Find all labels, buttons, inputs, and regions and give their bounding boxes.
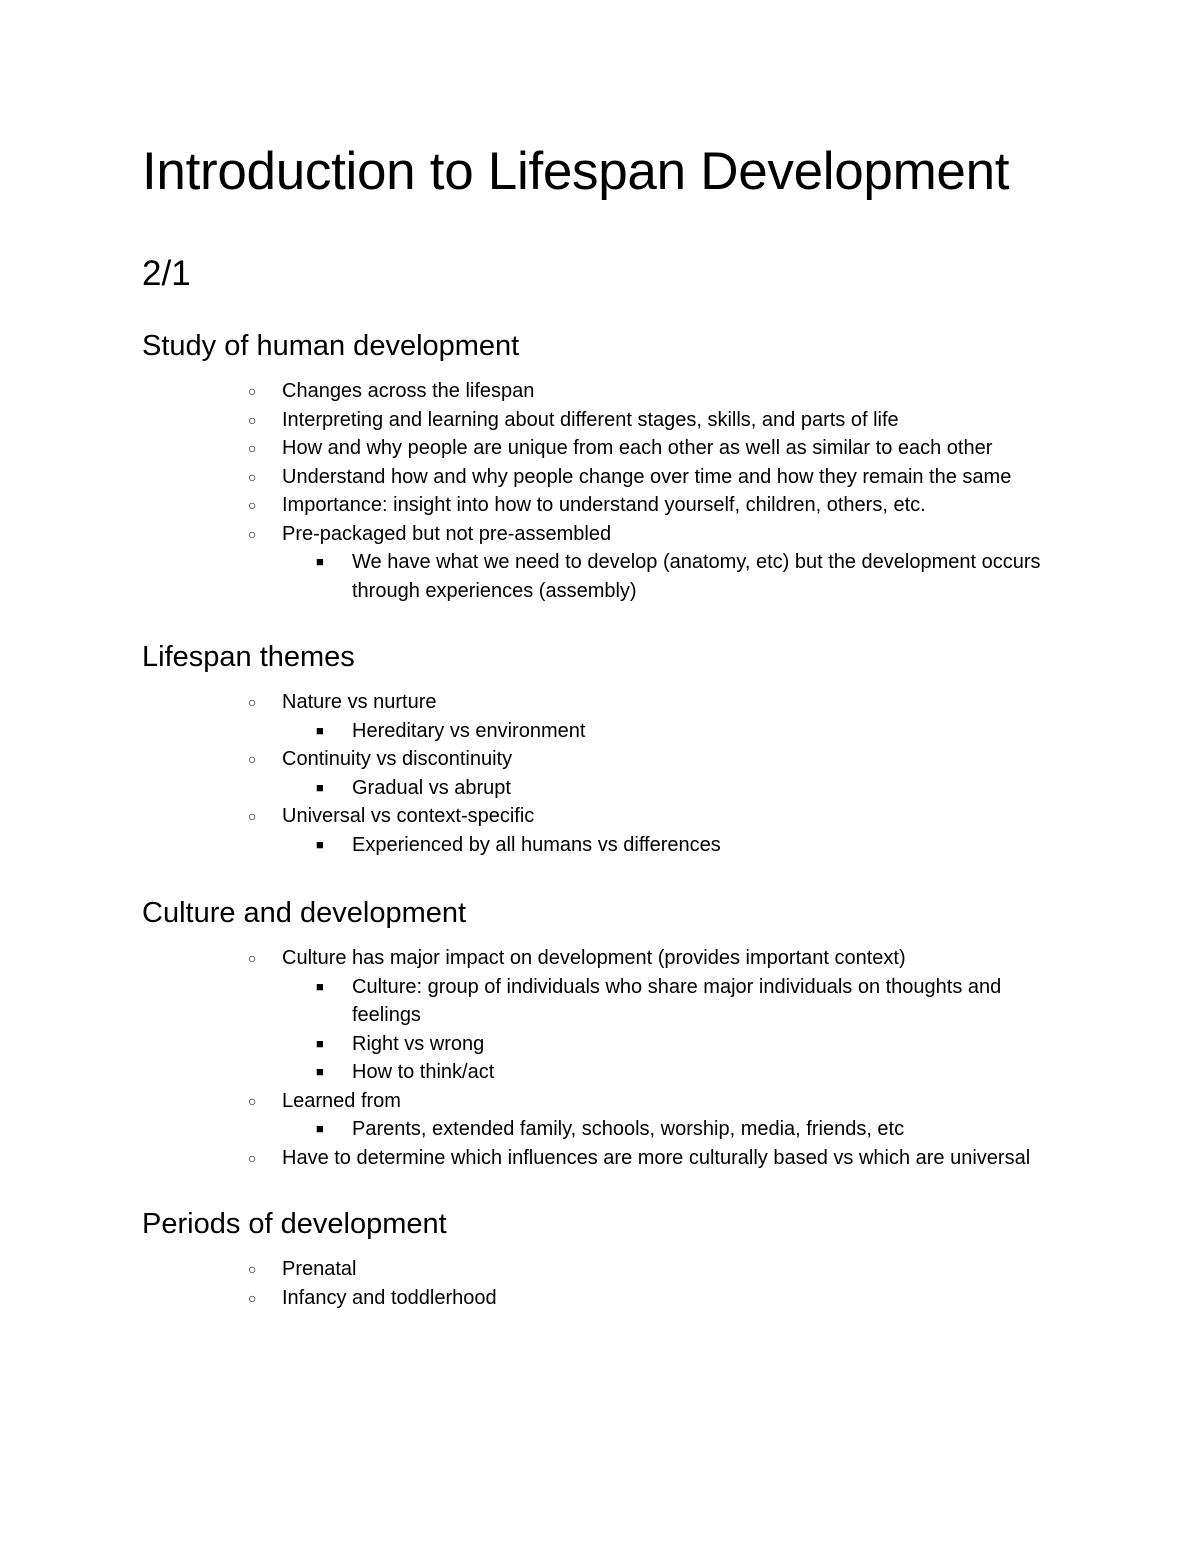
sub-list-item-text: Parents, extended family, schools, worship, media, friends, etc bbox=[352, 1118, 905, 1140]
document-title: Introduction to Lifespan Development bbox=[142, 142, 1010, 201]
sub-list-item bbox=[282, 1030, 1062, 1059]
hollow-circle-bullet-icon: ○ bbox=[248, 411, 257, 428]
filled-square-bullet-icon: ■ bbox=[316, 1035, 324, 1051]
list-item-text: Have to determine which influences are more culturally based vs which are universal bbox=[282, 1146, 1031, 1169]
list-item bbox=[142, 406, 1062, 435]
hollow-circle-bullet-icon: ○ bbox=[248, 1149, 257, 1166]
list-item bbox=[142, 1087, 1062, 1144]
hollow-circle-bullet-icon: ○ bbox=[248, 440, 257, 456]
hollow-circle-bullet-icon: ○ bbox=[248, 468, 257, 485]
sub-bullet-list bbox=[282, 973, 1062, 1087]
sub-list-item-text: How to think/act bbox=[352, 1061, 495, 1083]
sub-list-item bbox=[282, 717, 1062, 746]
document-body bbox=[142, 328, 1062, 1312]
bullet-list bbox=[142, 377, 1062, 605]
list-item bbox=[142, 377, 1062, 406]
hollow-circle-bullet-icon: ○ bbox=[248, 808, 257, 824]
filled-square-bullet-icon: ■ bbox=[316, 554, 324, 569]
list-item bbox=[142, 1255, 1062, 1284]
document-date: 2/1 bbox=[142, 254, 191, 293]
section bbox=[142, 639, 1062, 859]
filled-square-bullet-icon: ■ bbox=[316, 779, 324, 795]
list-item-text: Culture has major impact on development (provides important context) bbox=[282, 947, 906, 969]
section-heading: Culture and development bbox=[142, 897, 467, 929]
bullet-list bbox=[142, 688, 1062, 859]
sub-list-item bbox=[282, 1115, 1062, 1144]
list-item bbox=[142, 1144, 1062, 1173]
hollow-circle-bullet-icon: ○ bbox=[248, 497, 257, 513]
bullet-list bbox=[142, 1255, 1062, 1312]
sub-bullet-list bbox=[282, 717, 1062, 746]
sub-list-item bbox=[282, 973, 1062, 1030]
list-item bbox=[142, 520, 1062, 606]
bullet-list bbox=[142, 944, 1062, 1172]
list-item-text: Changes across the lifespan bbox=[282, 380, 535, 402]
filled-square-bullet-icon: ■ bbox=[316, 836, 324, 852]
list-item-text: Continuity vs discontinuity bbox=[282, 748, 513, 770]
list-item bbox=[142, 463, 1062, 492]
list-item bbox=[142, 491, 1062, 520]
list-item-text: Understand how and why people change over time and how they remain the same bbox=[282, 465, 1012, 488]
sub-list-item-text: Hereditary vs environment bbox=[352, 719, 586, 742]
filled-square-bullet-icon: ■ bbox=[316, 722, 324, 738]
section bbox=[142, 1206, 1062, 1312]
list-item-text: Learned from bbox=[282, 1089, 401, 1112]
sub-list-item bbox=[282, 548, 1062, 605]
filled-square-bullet-icon: ■ bbox=[316, 1121, 324, 1136]
sub-list-item-text: Experienced by all humans vs differences bbox=[352, 833, 721, 856]
list-item-text: Interpreting and learning about different stages, skills, and parts of life bbox=[282, 408, 899, 431]
section-heading: Lifespan themes bbox=[142, 641, 355, 673]
sub-bullet-list bbox=[282, 548, 1062, 605]
list-item bbox=[142, 1284, 1062, 1313]
list-item-text: Prenatal bbox=[282, 1258, 357, 1280]
sub-list-item-text: Gradual vs abrupt bbox=[352, 776, 511, 799]
list-item bbox=[142, 944, 1062, 1087]
hollow-circle-bullet-icon: ○ bbox=[248, 751, 257, 767]
hollow-circle-bullet-icon: ○ bbox=[248, 525, 257, 542]
list-item bbox=[142, 802, 1062, 859]
section-heading: Study of human development bbox=[142, 330, 520, 362]
list-item-text: Importance: insight into how to understand yourself, children, others, etc. bbox=[282, 494, 926, 516]
list-item bbox=[142, 688, 1062, 745]
sub-list-item bbox=[282, 831, 1062, 860]
sub-bullet-list bbox=[282, 774, 1062, 803]
hollow-circle-bullet-icon: ○ bbox=[248, 1261, 257, 1277]
section bbox=[142, 328, 1062, 605]
hollow-circle-bullet-icon: ○ bbox=[248, 1289, 257, 1306]
sub-list-item-text: Culture: group of individuals who share major individuals on thoughts and feelings bbox=[352, 975, 1002, 1026]
list-item-text: Infancy and toddlerhood bbox=[282, 1286, 497, 1309]
list-item bbox=[142, 434, 1062, 463]
list-item-text: Nature vs nurture bbox=[282, 691, 437, 713]
list-item-text: How and why people are unique from each other as well as similar to each other bbox=[282, 437, 993, 459]
hollow-circle-bullet-icon: ○ bbox=[248, 1092, 257, 1109]
list-item-text: Pre-packaged but not pre-assembled bbox=[282, 522, 612, 545]
hollow-circle-bullet-icon: ○ bbox=[248, 694, 257, 710]
filled-square-bullet-icon: ■ bbox=[316, 1064, 324, 1079]
hollow-circle-bullet-icon: ○ bbox=[248, 383, 257, 399]
document-page bbox=[142, 140, 1062, 1312]
sub-list-item-text: Right vs wrong bbox=[352, 1032, 485, 1055]
list-item bbox=[142, 745, 1062, 802]
hollow-circle-bullet-icon: ○ bbox=[248, 950, 257, 966]
section bbox=[142, 895, 1062, 1172]
sub-list-item-text: We have what we need to develop (anatomy, etc) but the development occurs through experiences (assembly) bbox=[352, 551, 1041, 602]
section-heading: Periods of development bbox=[142, 1208, 447, 1240]
sub-bullet-list bbox=[282, 1115, 1062, 1144]
sub-list-item bbox=[282, 1058, 1062, 1087]
sub-bullet-list bbox=[282, 831, 1062, 860]
list-item-text: Universal vs context-specific bbox=[282, 805, 535, 827]
filled-square-bullet-icon: ■ bbox=[316, 978, 324, 994]
sub-list-item bbox=[282, 774, 1062, 803]
